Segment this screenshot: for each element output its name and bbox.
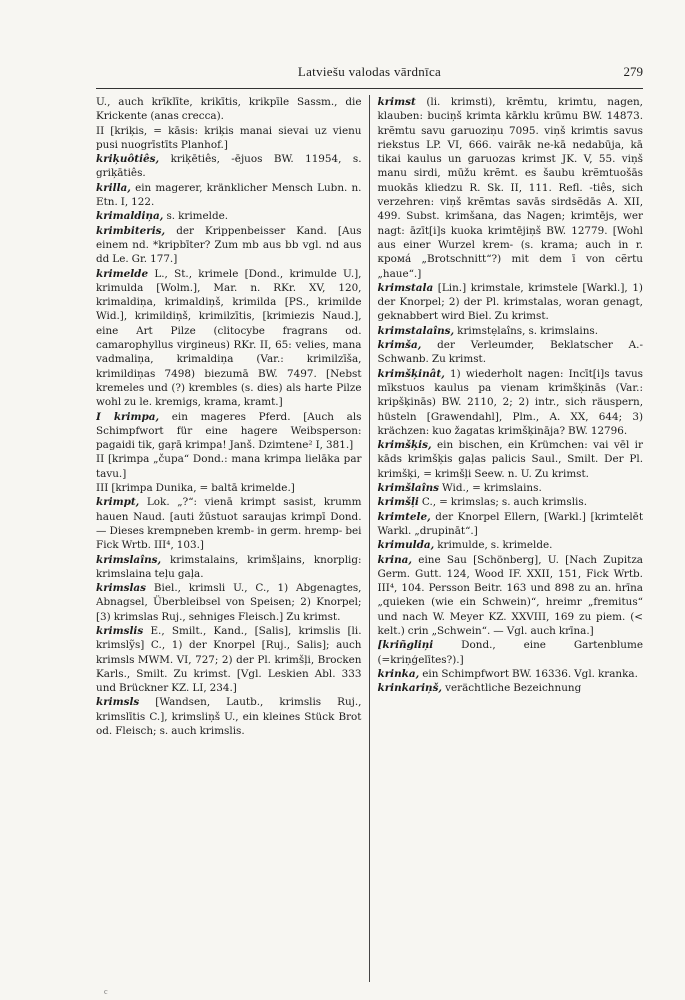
entry-headword: krimtele,	[377, 510, 431, 523]
entry-headword: krinkariņš,	[377, 682, 443, 695]
dictionary-entry	[96, 181, 362, 210]
dictionary-entry	[96, 410, 362, 453]
dictionary-entry	[378, 553, 644, 639]
entry-text: [Wandsen, Lautb., krimslis Ruj., krimslītis C.], krimsliņš U., ein kleines Stück Brot od. Fleisch; s. auch krimslis.	[96, 696, 362, 738]
entry-headword: krimbiteris,	[96, 224, 166, 237]
page-header	[96, 62, 643, 89]
entry-text: (li. krimsti), krẽmtu, krimtu, nagen, klauben: buciņš krimta kārklu krūmu BW. 14873. krẽmtu savu garuoziņu 7095. viņš krimtis savus riekstus LP. VI, 666. vairāk ne-kā nedabūja, kā tikai kaulus un garuozas krimst JK. V, 55. viņš manu sirdi, mūžu krẽmt. es šaubu krẽmtuošās muokās kliedzu R. Sk. II, 111. Refl. -tiês, sich verzehren: viņš krẽmtas savās sirdsẽdās A. XII, 499. Subst. krimšana, das Nagen; krimtējs, wer nagt: āzīt[i]s kuoka krimtējiņš BW. 12779. [Wohl aus einer Wurzel krem- (s. krama; auch in r. кромá „Brotschnitt“?) mit dem ī von cẽrtu „haue“.]	[377, 96, 643, 280]
left-column	[96, 95, 369, 982]
dictionary-entry	[378, 681, 644, 695]
dictionary-entry	[96, 224, 362, 267]
entry-headword: [kriñgliņi	[377, 639, 434, 652]
dictionary-entry	[378, 667, 644, 681]
entry-text: Wid., = krimslains.	[442, 482, 542, 495]
entry-headword: krina,	[377, 553, 413, 566]
entry-text: U., auch krīklīte, krikītis, krikpīle Sassm., die Krickente (anas crecca).	[96, 96, 362, 123]
entry-text: ein Schimpfwort BW. 16336. Vgl. kranka.	[422, 667, 638, 680]
entry-text: Biel., krimsli U., C., 1) Abgenagtes, Abnagsel, Überbleibsel von Speisen; 2) Knorpel; [3) krimslas Ruj., sehniges Fleisch.] Zu krimst.	[96, 582, 362, 623]
entry-headword: krimsls	[96, 696, 140, 709]
dictionary-entry	[378, 338, 644, 367]
entry-headword: krimslas	[96, 582, 146, 595]
entry-text: [Lin.] krimstale, krimstele [Warkl.], 1) der Knorpel; 2) der Pl. krimstalas, woran genagt, geknabbert wird Biel. Zu krimst.	[377, 281, 643, 323]
dictionary-entry	[96, 124, 362, 153]
entry-headword: krimaldiņa,	[96, 210, 164, 223]
entry-headword: krimslis	[96, 624, 144, 637]
entry-text: krimulde, s. krimelde.	[437, 539, 553, 552]
dictionary-entry	[96, 695, 362, 738]
dictionary-entry	[378, 324, 644, 338]
entry-headword: krimst	[377, 96, 416, 108]
entry-headword: krimstalaîns,	[377, 324, 455, 337]
dictionary-entry	[378, 367, 644, 438]
entry-text: II [krimpa „čupa“ Dond.: mana krimpa lielāka par tavu.]	[96, 453, 362, 480]
page-number: 279	[623, 64, 643, 79]
dictionary-entry	[378, 281, 644, 324]
entry-text: C., = krimslas; s. auch krimslis.	[421, 496, 588, 509]
entry-text: 1) wiederholt nagen: Incīt[i]s tavus mīkstuos kaulus pa vienam krimšķinās (Var.: kripšķinās) BW. 2110, 2; 2) intr., sich räuspern, hüsteln [Grawendahl], Plm., A. XX, 644; 3) krächzen: kuo žagatas krimšķināja? BW. 12796.	[377, 367, 643, 437]
entry-text: Dond., eine Gartenblume (=kriņģelītes?).]	[377, 639, 643, 666]
entry-text: L., St., krimele [Dond., krimulde U.], krimulda [Wolm.], Mar. n. RKr. XV, 120, krimaldiņa, krimaldiņš, krimilda [PS., krimilde Wid.], krimildiņš, krimilzītis, [krimiezis Naud.], eine Art Pilze (clitocybe fragrans od. camarophyllus virgineus) RKr. II, 65: velies, mana vadmaliņa, krimaldiņa (Var.: krimilzīša, krimildiņas 7498) biezumā BW. 7497. [Nebst kremeles und (?) krembles (s. dies) als harte Pilze wohl zu le. kremigs, krama, kramt.]	[96, 267, 362, 409]
entry-text: verächtliche Bezeichnung	[445, 682, 582, 695]
entry-headword: kriķuôtiês,	[96, 153, 160, 166]
dictionary-entry	[96, 624, 362, 695]
entry-text: II [kriķis, = kāsis: kriķis manai sievai uz vienu pusi nuogrīstīts Planhof.]	[96, 124, 362, 151]
entry-text: der Verleumder, Beklatscher A.-Schwanb. Zu krimst.	[377, 339, 643, 366]
entry-headword: krimstala	[377, 281, 434, 294]
entry-headword: krimša,	[377, 339, 422, 352]
dictionary-entry	[378, 638, 644, 667]
entry-text: ein mageres Pferd. [Auch als Schimpfwort für eine hagere Weibsperson: pagaidi tik, gaŗā krimpa! Janš. Dzimtene² I, 381.]	[96, 410, 362, 452]
dictionary-entry	[378, 438, 644, 481]
entry-headword: krimulda,	[377, 539, 435, 552]
entry-headword: krinka,	[377, 667, 420, 680]
dictionary-entry	[96, 581, 362, 624]
dictionary-entry	[96, 495, 362, 552]
dictionary-entry	[96, 481, 362, 495]
right-column	[369, 95, 644, 982]
entry-text: Lok. „?“: vienā krimpt sasist, krumm hauen Naud. [auti žūstuot saraujas krimpī Dond. — Dieses krempneben kremb- in germ. hremp- bei Fick Wrtb. III⁴, 103.]	[96, 496, 362, 552]
entry-text: E., Smilt., Kand., [Salis], krimslis [li. krimslỹs] C., 1) der Knorpel [Ruj., Salis]; auch krimsls MWM. VI, 727; 2) der Pl. krimšļi, Brocken Karls., Smilt. Zu krimst. [Vgl. Leskien Abl. 333 und Brückner KZ. LI, 234.]	[96, 624, 362, 695]
entry-text: der Krippenbeisser Kand. [Aus einem nd. *kripbīter? Zum mb aus bb vgl. nd aus dd Le. Gr. 177.]	[96, 224, 362, 266]
dictionary-entry	[378, 95, 644, 281]
entry-text: ein magerer, kränklicher Mensch Lubn. n. Etn. I, 122.	[96, 181, 362, 209]
entry-headword: krilla,	[96, 181, 131, 194]
entry-text: der Knorpel Ellern, [Warkl.] [krimtelēt Warkl. „drupināt“.]	[377, 510, 643, 537]
entry-text: ein bischen, ein Krümchen: vai vēl ir kāds krimšķis gaļas palicis Saul., Smilt. Der Pl. krimšķi, = krimšļi Seew. n. U. Zu krimst.	[377, 439, 643, 480]
dictionary-entry	[378, 538, 644, 552]
entry-headword: krimšķinât,	[377, 367, 445, 380]
entry-text: krimstalains, krimšļains, knorplig: krimslaina teļu gaļa.	[96, 553, 362, 580]
running-title: Latviešu valodas vārdnīca	[297, 64, 442, 79]
entry-text: III [krimpa Dunika, = baltā krimelde.]	[96, 482, 295, 495]
entry-text: krimstẹlaîns, s. krimslains.	[457, 324, 599, 337]
entry-headword: krimšlaîns	[377, 482, 439, 495]
dictionary-entry	[378, 481, 644, 495]
dictionary-entry	[96, 267, 362, 410]
dictionary-entry	[378, 495, 644, 509]
dictionary-entry	[378, 510, 644, 539]
dictionary-entry	[96, 152, 362, 181]
footer-mark: c	[104, 987, 108, 996]
dictionary-entry	[96, 452, 362, 481]
entry-headword: krimšļi	[377, 496, 419, 509]
entry-headword: krimelde	[96, 267, 149, 280]
entry-text: s. krimelde.	[166, 210, 229, 223]
entry-headword: krimslaîns,	[96, 553, 162, 566]
entry-headword: krimšķis,	[377, 439, 432, 452]
entry-headword: krimpt,	[96, 496, 140, 509]
dictionary-entry	[96, 95, 362, 124]
text-columns	[96, 95, 643, 982]
entry-text: eine Sau [Schönberg], U. [Nach Zupitza Germ. Gutt. 124, Wood IF. XXII, 151, Fick Wrtb. III⁴, 104. Persson Beitr. 163 und 898 zu an. hrīna „quieken (wie ein Schwein)“, hreimr „fremitus“ und nach W. Meyer KZ. XXVIII, 169 zu piem. (< kelt.) crin „Schwein“. — Vgl. auch krīna.]	[377, 553, 643, 637]
entry-headword: I krimpa,	[96, 410, 160, 423]
dictionary-entry	[96, 553, 362, 582]
entry-text: kriķētiês, -ējuos BW. 11954, s. griķātiês.	[96, 153, 362, 180]
dictionary-entry	[96, 209, 362, 223]
